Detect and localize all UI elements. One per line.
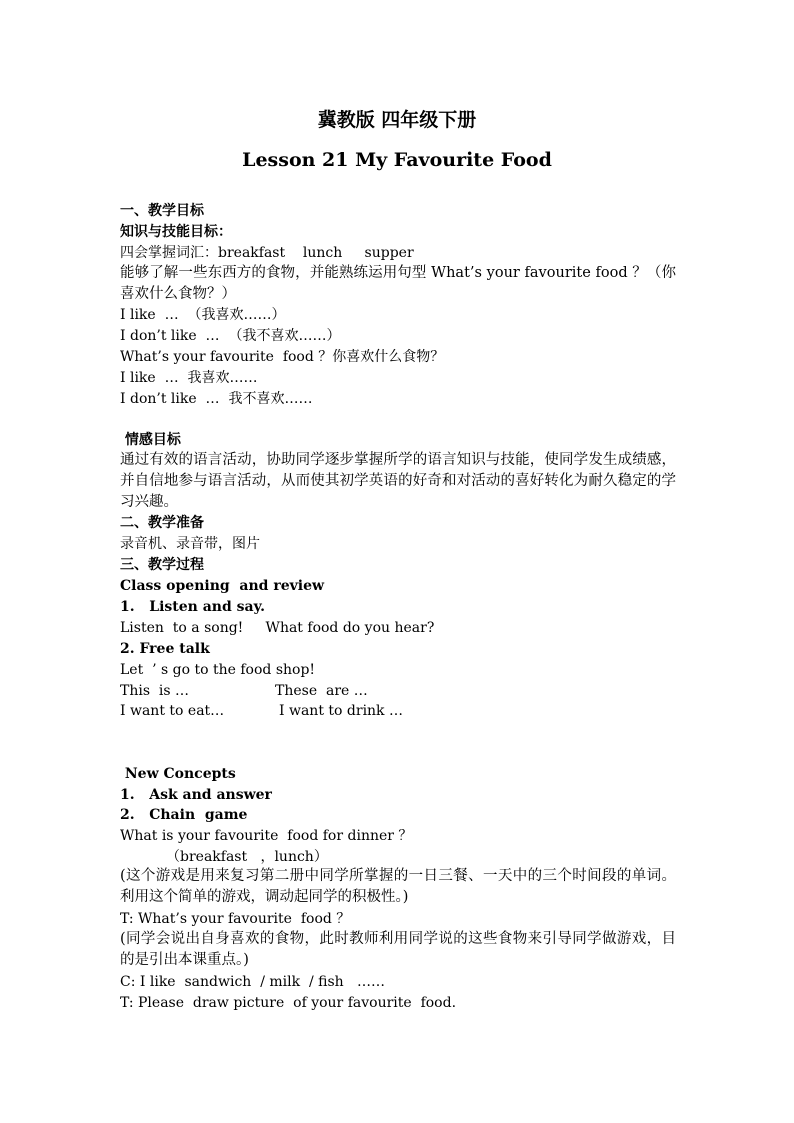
step-free-talk: 2. Free talk	[120, 641, 210, 657]
step-listen-say: 1. Listen and say.	[120, 599, 265, 615]
preparation-text: 录音机、录音带，图片	[120, 536, 260, 552]
listen-text: Listen to a song! What food do you hear?	[120, 620, 435, 636]
class-opening-heading: Class opening and review	[120, 578, 325, 594]
student-food-note: (同学会说出自身喜欢的食物，此时教师利用同学说的这些食物来引导同学做游戏，目的是引出本课重点。)	[120, 931, 676, 968]
class-answer: C: I like sandwich / milk / fish ……	[120, 974, 386, 990]
emotion-paragraph: 通过有效的语言活动，协助同学逐步掌握所学的语言知识与技能，使同学发生成绩感，并自信地参与语言活动，从而使其初学英语的好奇和对活动的喜好转化为耐久稳定的学习兴趣。	[120, 452, 676, 510]
step-chain-game: 2. Chain game	[120, 807, 248, 823]
this-is-text: This is …	[120, 683, 190, 699]
want-drink-text: I want to drink …	[279, 703, 403, 719]
step-ask-answer: 1. Ask and answer	[120, 787, 272, 803]
example-i-like-2: I like … 我喜欢……	[120, 370, 258, 386]
breakfast-lunch-text: （breakfast ，lunch）	[166, 849, 328, 865]
document-title: 冀教版 四年级下册	[317, 109, 477, 131]
example-i-dont-like-2: I don’t like … 我不喜欢……	[120, 391, 313, 407]
these-are-text: These are …	[275, 683, 368, 699]
new-concepts-heading: New Concepts	[120, 766, 236, 782]
example-i-dont-like: I don’t like … （我不喜欢……）	[120, 328, 341, 344]
subheading-knowledge-skills: 知识与技能目标：	[120, 224, 232, 240]
section-heading-preparation: 二、教学准备	[120, 515, 204, 531]
chain-game-note: (这个游戏是用来复习第二册中同学所掌握的一日三餐、一天中的三个时间段的单词。利用这个简单的游戏，调动起同学的积极性。)	[120, 868, 676, 905]
example-i-like: I like … （我喜欢……）	[120, 307, 286, 323]
teacher-draw-instruction: T: Please draw picture of your favourite food.	[120, 995, 457, 1011]
vocabulary-line: 四会掌握词汇：breakfast lunch supper	[120, 245, 414, 261]
lets-go-text: Let ’ s go to the food shop!	[120, 662, 316, 678]
section-heading-objectives: 一、教学目标	[120, 203, 204, 219]
want-eat-text: I want to eat…	[120, 703, 225, 719]
sentence-pattern-paragraph: 能够了解一些东西方的食物，并能熟练运用句型 What’s your favourite food ？（你喜欢什么食物？）	[120, 265, 676, 302]
what-is-favourite-text: What is your favourite food for dinner ？	[120, 828, 413, 844]
teacher-question: T: What’s your favourite food ？	[120, 911, 351, 927]
lesson-title: Lesson 21 My Favourite Food	[242, 149, 552, 171]
subheading-emotion: 情感目标	[120, 432, 181, 448]
section-heading-process: 三、教学过程	[120, 557, 204, 573]
example-whats-your-favourite: What’s your favourite food ？你喜欢什么食物？	[120, 349, 445, 365]
